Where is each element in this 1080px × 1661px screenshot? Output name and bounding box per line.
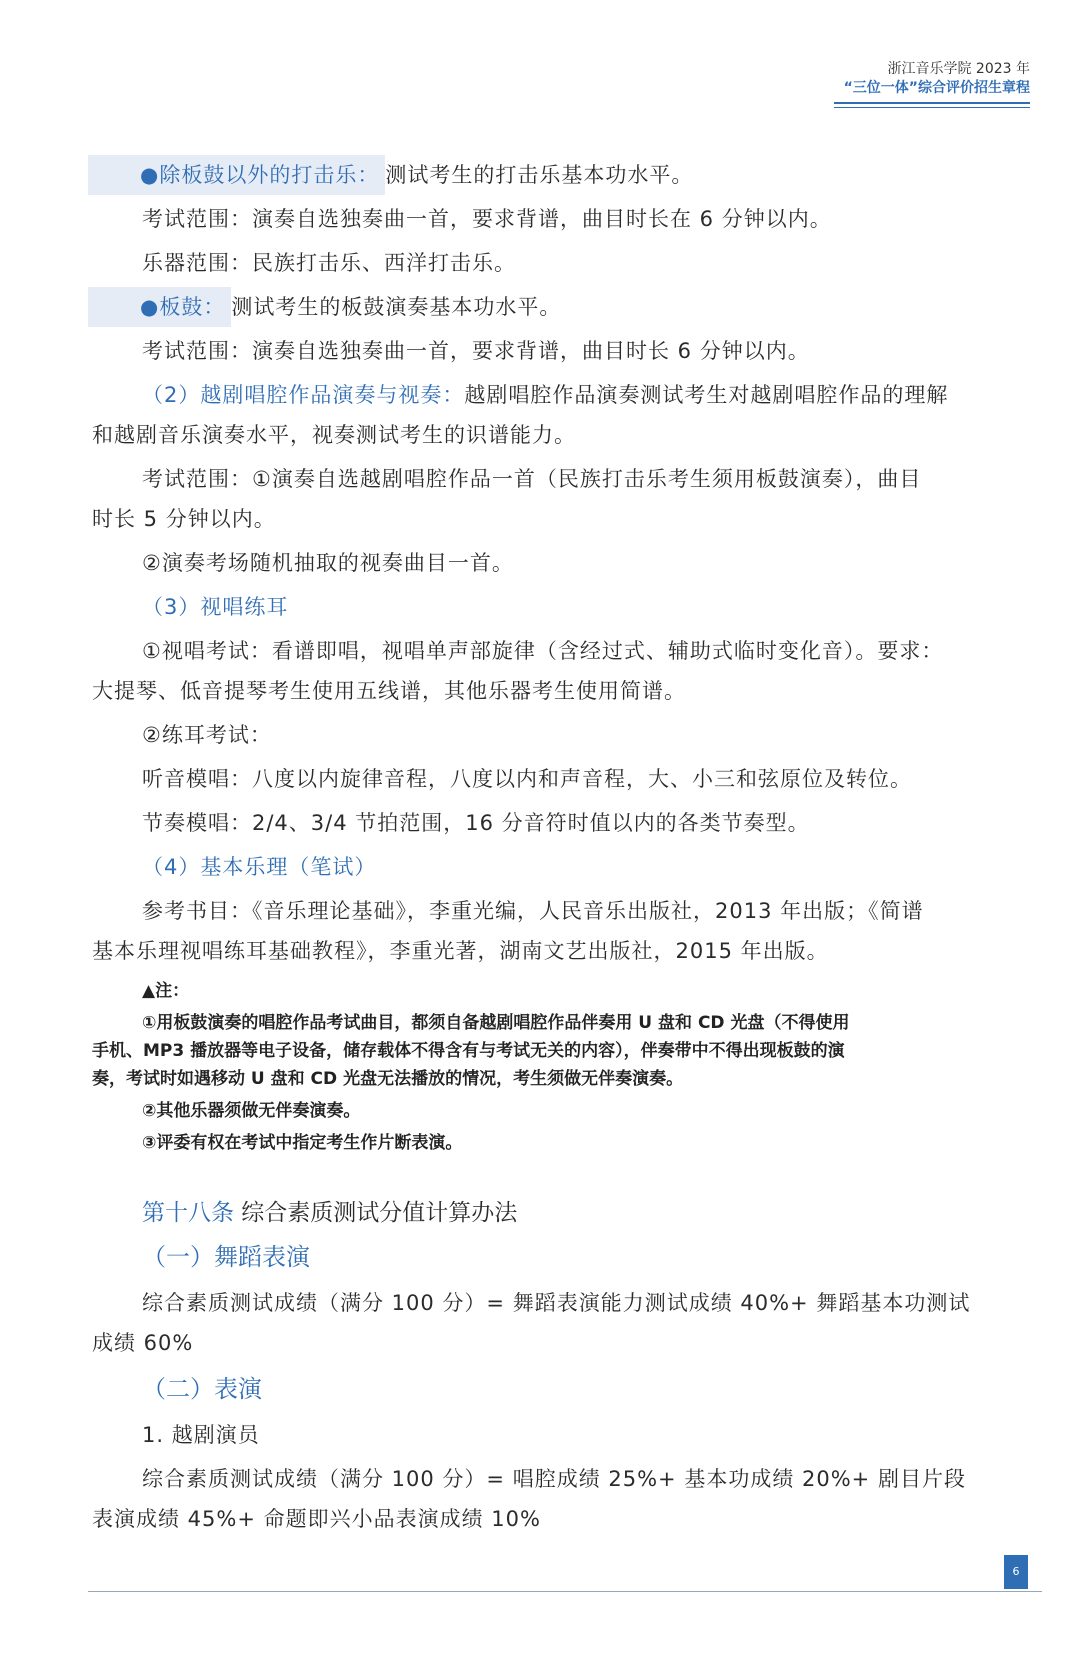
note-continuation: 手机、MP3 播放器等电子设备，储存载体不得含有与考试无关的内容），伴奏带中不得出现板鼓的演 <box>92 1041 845 1061</box>
paragraph: 综合素质测试成绩（满分 100 分）= 唱腔成绩 25%+ 基本功成绩 20%+ 剧目片段 <box>142 1467 966 1491</box>
notes-block <box>92 977 988 1157</box>
page-header <box>834 60 1030 108</box>
page-number: 6 <box>1004 1555 1028 1589</box>
paragraph: 综合素质测试成绩（满分 100 分）= 舞蹈表演能力测试成绩 40%+ 舞蹈基本功测试 <box>142 1291 971 1315</box>
note-item: ③评委有权在考试中指定考生作片断表演。 <box>142 1133 463 1153</box>
paragraph: 乐器范围：民族打击乐、西洋打击乐。 <box>142 251 516 275</box>
paragraph: 考试范围：①演奏自选越剧唱腔作品一首（民族打击乐考生须用板鼓演奏），曲目 <box>142 467 922 491</box>
subsection-heading: （2）越剧唱腔作品演奏与视奏： <box>142 383 465 407</box>
item-percussion <box>92 155 988 195</box>
subsection-heading: （4）基本乐理（笔试） <box>142 855 377 879</box>
paragraph-continuation: 和越剧音乐演奏水平，视奏测试考生的识谱能力。 <box>92 423 576 447</box>
paragraph-continuation: 表演成绩 45%+ 命题即兴小品表演成绩 10% <box>92 1507 541 1531</box>
paragraph <box>92 375 988 415</box>
paragraph: 节奏模唱：2/4、3/4 节拍范围，16 分音符时值以内的各类节奏型。 <box>142 811 810 835</box>
bangu-text: 测试考生的板鼓演奏基本功水平。 <box>231 295 562 319</box>
header-rule-thin <box>834 107 1030 108</box>
paragraph-continuation: 时长 5 分钟以内。 <box>92 507 276 531</box>
paragraph: 考试范围：演奏自选独奏曲一首，要求背谱，曲目时长 6 分钟以内。 <box>142 339 810 363</box>
footer-rule <box>88 1591 1042 1592</box>
paragraph-continuation: 成绩 60% <box>92 1331 194 1355</box>
section-heading: （一）舞蹈表演 <box>142 1243 310 1271</box>
notes-title: ▲注： <box>142 981 190 1001</box>
page-body <box>92 155 988 1543</box>
percussion-label: ●除板鼓以外的打击乐： <box>88 155 385 195</box>
subsection-heading: （3）视唱练耳 <box>142 595 289 619</box>
bangu-label: ●板鼓： <box>88 287 231 327</box>
header-document-title: “三位一体”综合评价招生章程 <box>843 80 1030 96</box>
header-rule <box>834 102 1030 104</box>
paragraph-text: 越剧唱腔作品演奏测试考生对越剧唱腔作品的理解 <box>464 383 949 407</box>
note-item: ②其他乐器须做无伴奏演奏。 <box>142 1101 361 1121</box>
paragraph: ①视唱考试：看谱即唱，视唱单声部旋律（含经过式、辅助式临时变化音）。要求： <box>142 639 944 663</box>
paragraph: ②演奏考场随机抽取的视奏曲目一首。 <box>142 551 514 575</box>
paragraph: ②练耳考试： <box>142 723 272 747</box>
section-heading: （二）表演 <box>142 1375 262 1403</box>
paragraph: 听音模唱：八度以内旋律音程，八度以内和声音程，大、小三和弦原位及转位。 <box>142 767 912 791</box>
paragraph: 参考书目：《音乐理论基础》，李重光编，人民音乐出版社，2013 年出版；《简谱 <box>142 899 924 923</box>
paragraph-continuation: 大提琴、低音提琴考生使用五线谱，其他乐器考生使用简谱。 <box>92 679 686 703</box>
article-number: 第十八条 <box>142 1200 234 1226</box>
header-school-year: 浙江音乐学院 2023 年 <box>887 61 1030 77</box>
percussion-text: 测试考生的打击乐基本功水平。 <box>385 163 694 187</box>
note-continuation: 奏，考试时如遇移动 U 盘和 CD 光盘无法播放的情况，考生须做无伴奏演奏。 <box>92 1069 684 1089</box>
article-heading <box>92 1191 988 1235</box>
paragraph-continuation: 基本乐理视唱练耳基础教程》，李重光著，湖南文艺出版社，2015 年出版。 <box>92 939 829 963</box>
article-title: 综合素质测试分值计算办法 <box>234 1200 518 1226</box>
note-item: ①用板鼓演奏的唱腔作品考试曲目，都须自备越剧唱腔作品伴奏用 U 盘和 CD 光盘（不得使用 <box>142 1013 850 1033</box>
item-bangu <box>92 287 988 327</box>
paragraph: 考试范围：演奏自选独奏曲一首，要求背谱，曲目时长在 6 分钟以内。 <box>142 207 832 231</box>
list-item: 1. 越剧演员 <box>142 1423 260 1447</box>
